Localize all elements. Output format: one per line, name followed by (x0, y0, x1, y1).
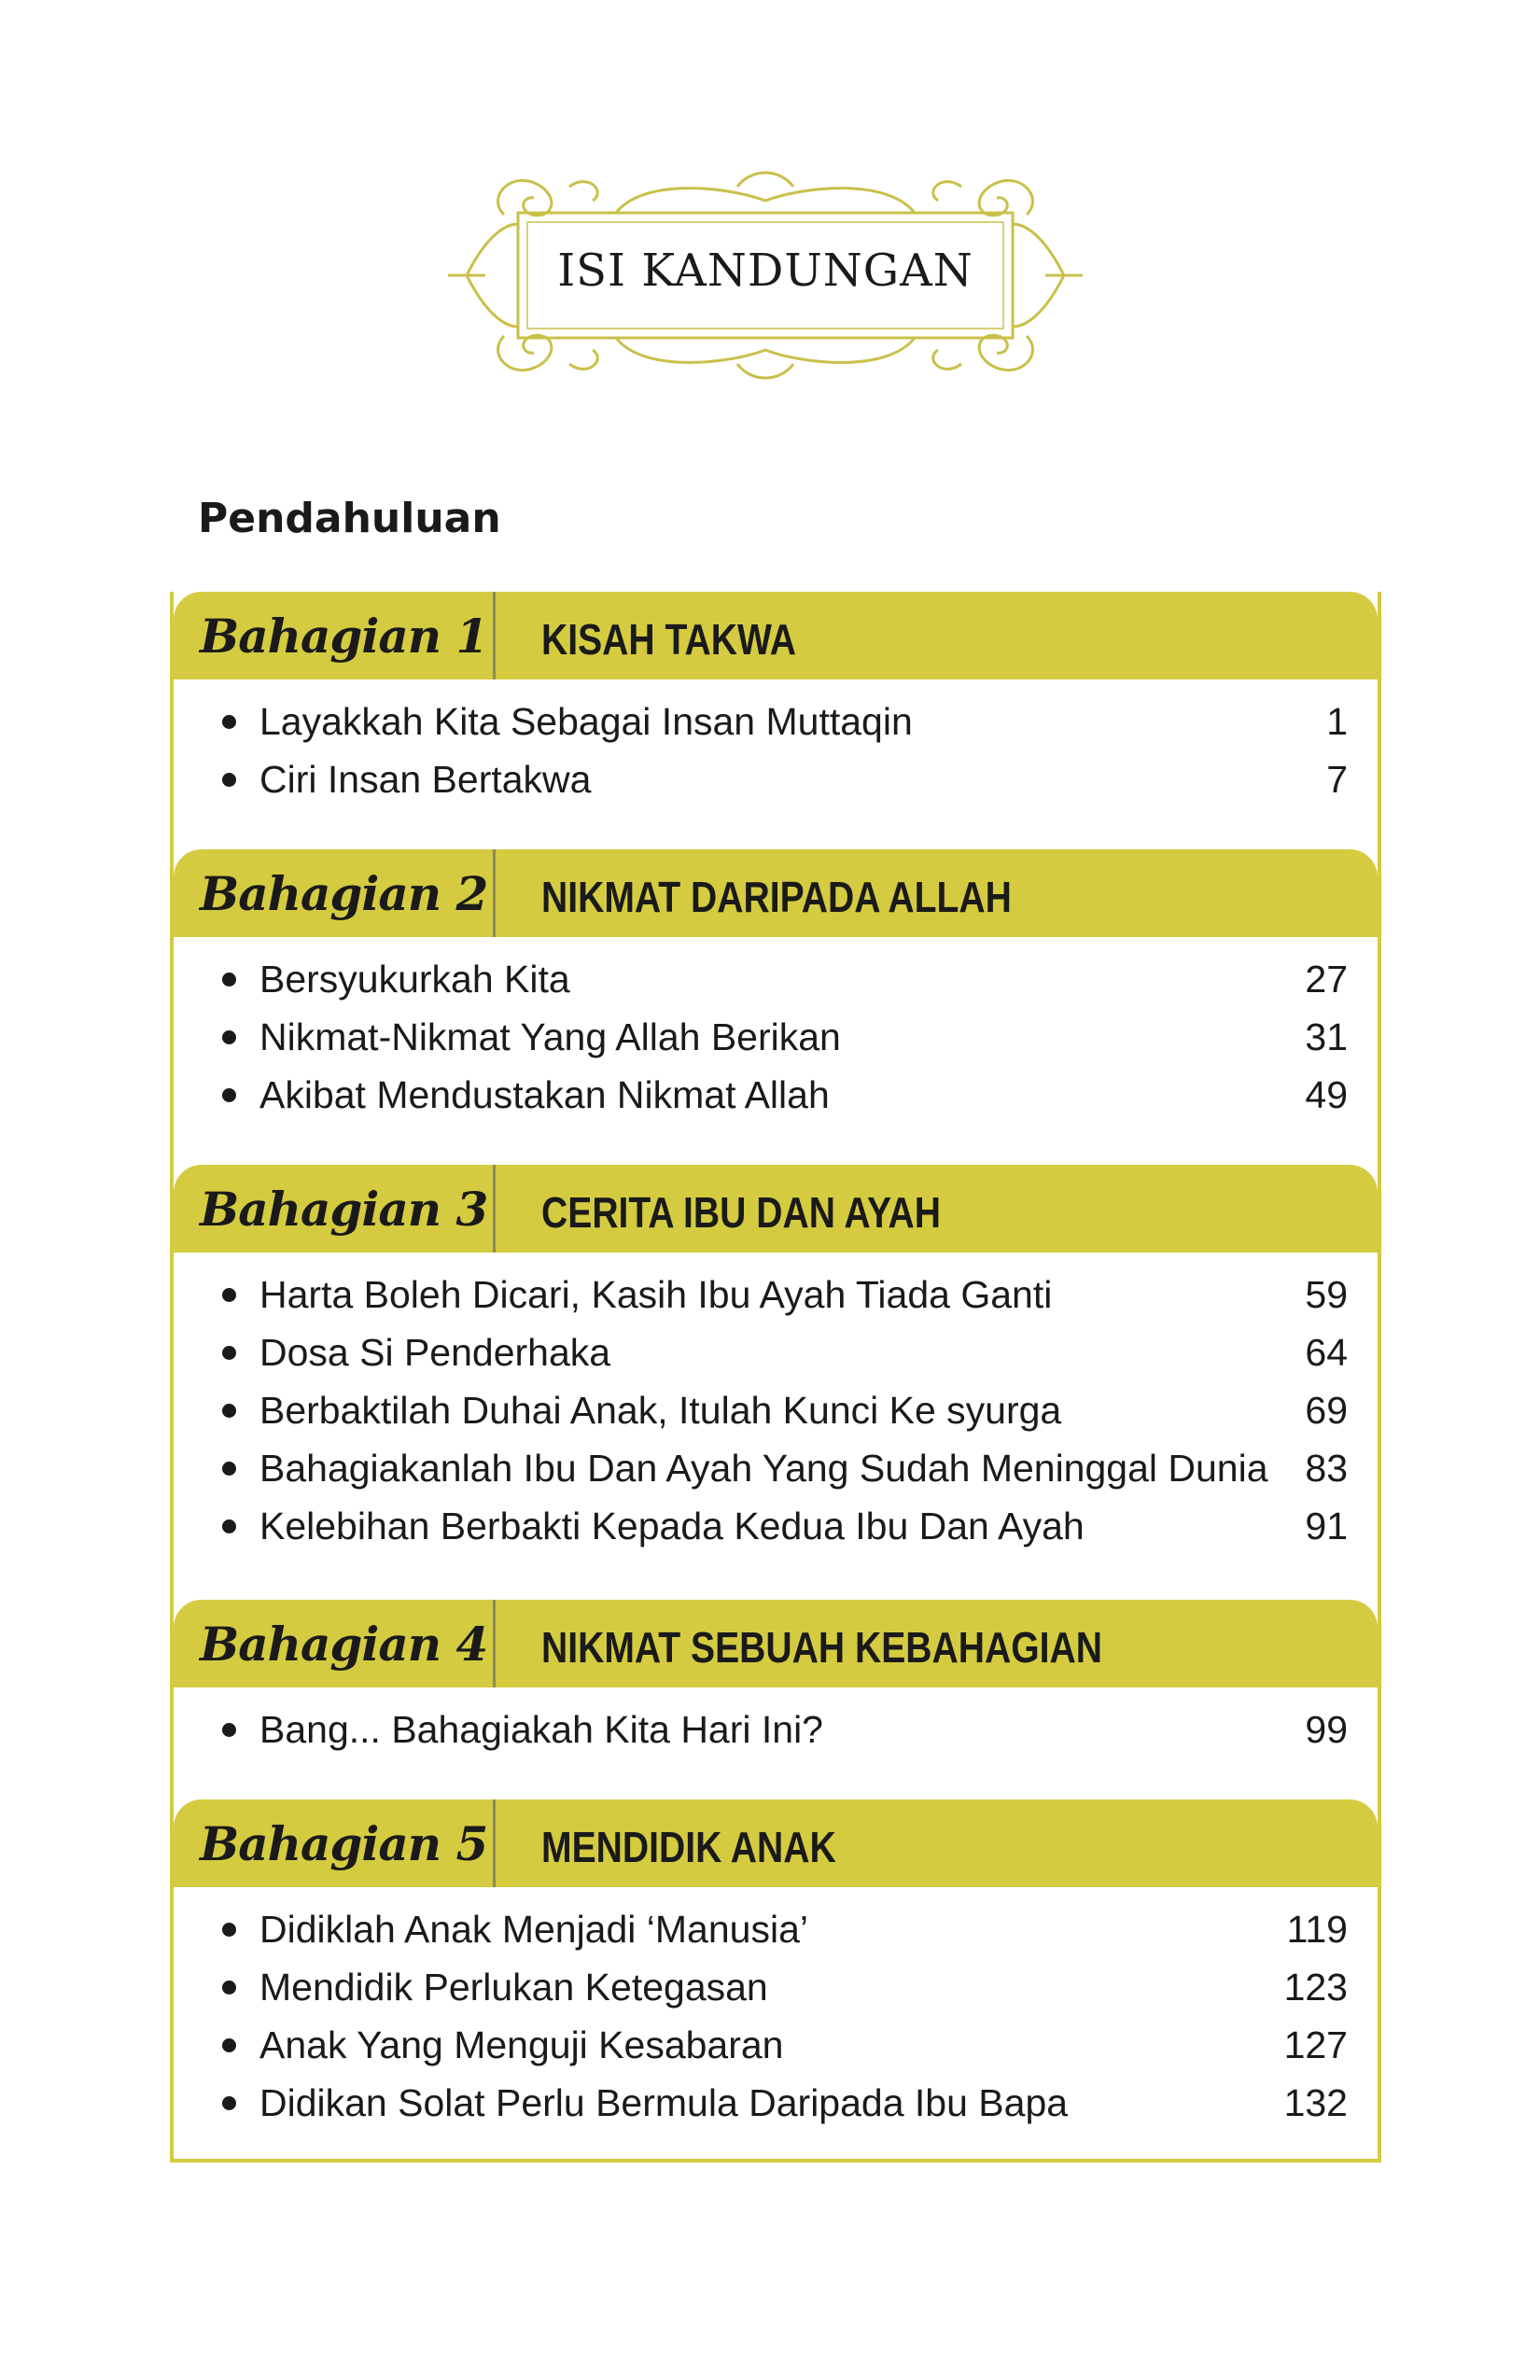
section-title: NIKMAT SEBUAH KEBAHAGIAN (541, 1623, 1102, 1672)
intro-heading: Pendahuluan (198, 495, 501, 542)
entry-page: 83 (1305, 1447, 1348, 1490)
bullet-icon (222, 773, 236, 787)
toc-entry[interactable] (174, 1323, 1378, 1381)
toc-entry[interactable] (174, 2016, 1378, 2074)
entry-page: 69 (1305, 1389, 1348, 1432)
section-header (174, 1600, 1378, 1687)
entry-page: 132 (1283, 2081, 1348, 2124)
toc-entry[interactable] (174, 1266, 1378, 1323)
entry-list (174, 1253, 1378, 1555)
section-header (174, 1165, 1378, 1253)
entry-page: 31 (1305, 1015, 1348, 1058)
entry-title: Nikmat-Nikmat Yang Allah Berikan (259, 1015, 841, 1058)
entry-page: 7 (1326, 758, 1348, 801)
entry-list (174, 1887, 1378, 2132)
entry-title: Harta Boleh Dicari, Kasih Ibu Ayah Tiada Ganti (259, 1273, 1053, 1316)
section-header (174, 592, 1378, 679)
bullet-icon (222, 1088, 236, 1102)
section-title: NIKMAT DARIPADA ALLAH (541, 873, 1012, 921)
entry-title: Ciri Insan Bertakwa (259, 758, 592, 801)
header-divider (493, 1600, 496, 1687)
section-title: CERITA IBU DAN AYAH (541, 1188, 941, 1237)
entry-list (174, 679, 1378, 808)
section-title: MENDIDIK ANAK (541, 1823, 836, 1871)
entry-page: 127 (1283, 2023, 1348, 2066)
section-title: KISAH TAKWA (541, 615, 796, 664)
entry-page: 27 (1305, 958, 1348, 1001)
section-2 (174, 849, 1378, 1124)
entry-page: 123 (1283, 1966, 1348, 2009)
entry-title: Bahagiakanlah Ibu Dan Ayah Yang Sudah Meninggal Dunia (259, 1447, 1268, 1490)
toc-entry[interactable] (174, 1008, 1378, 1066)
toc-entry[interactable] (174, 1701, 1378, 1758)
entry-page: 91 (1305, 1505, 1348, 1547)
toc-entry[interactable] (174, 1497, 1378, 1555)
header-divider (493, 1165, 496, 1253)
bullet-icon (222, 1519, 236, 1533)
section-label: Bahagian 4 (200, 1617, 488, 1672)
bullet-icon (222, 1462, 236, 1476)
toc-entry[interactable] (174, 2074, 1378, 2132)
entry-page: 119 (1286, 1908, 1348, 1951)
toc-entry[interactable] (174, 1439, 1378, 1497)
section-label: Bahagian 2 (200, 866, 488, 921)
toc-entry[interactable] (174, 1381, 1378, 1439)
section-1 (174, 592, 1378, 808)
entry-title: Anak Yang Menguji Kesabaran (259, 2023, 784, 2066)
section-label: Bahagian 1 (200, 609, 488, 664)
toc-entry[interactable] (174, 750, 1378, 808)
bullet-icon (222, 1030, 236, 1044)
toc-entry[interactable] (174, 1958, 1378, 2016)
header-divider (493, 592, 496, 679)
section-label: Bahagian 5 (200, 1816, 488, 1871)
section-3 (174, 1165, 1378, 1555)
section-header (174, 849, 1378, 937)
page-title: ISI KANDUNGAN (557, 245, 973, 297)
header-divider (493, 849, 496, 937)
entry-title: Didiklah Anak Menjadi ‘Manusia’ (259, 1908, 808, 1951)
entry-title: Akibat Mendustakan Nikmat Allah (259, 1073, 830, 1116)
toc-entry[interactable] (174, 1900, 1378, 1958)
entry-title: Layakkah Kita Sebagai Insan Muttaqin (259, 700, 913, 743)
entry-list (174, 937, 1378, 1124)
header-divider (493, 1799, 496, 1887)
toc-entry[interactable] (174, 950, 1378, 1008)
entry-title: Mendidik Perlukan Ketegasan (259, 1966, 768, 2009)
bullet-icon (222, 1404, 236, 1418)
entry-title: Bang... Bahagiakah Kita Hari Ini? (259, 1708, 823, 1751)
entry-title: Kelebihan Berbakti Kepada Kedua Ibu Dan Ayah (259, 1505, 1085, 1547)
bullet-icon (222, 2038, 236, 2052)
entry-title: Bersyukurkah Kita (259, 958, 570, 1001)
bullet-icon (222, 1288, 236, 1302)
entry-page: 1 (1326, 700, 1348, 743)
bullet-icon (222, 973, 236, 987)
bullet-icon (222, 1346, 236, 1360)
entry-page: 99 (1305, 1708, 1348, 1751)
bullet-icon (222, 2096, 236, 2110)
title-ornament (429, 149, 1101, 401)
table-of-contents (170, 592, 1381, 2163)
toc-entry[interactable] (174, 1066, 1378, 1124)
toc-entry[interactable] (174, 693, 1378, 750)
bullet-icon (222, 1981, 236, 1995)
entry-page: 64 (1305, 1331, 1348, 1374)
bullet-icon (222, 715, 236, 729)
entry-title: Dosa Si Penderhaka (259, 1331, 611, 1374)
entry-title: Berbaktilah Duhai Anak, Itulah Kunci Ke syurga (259, 1389, 1062, 1432)
section-5 (174, 1799, 1378, 2132)
entry-list (174, 1687, 1378, 1758)
bullet-icon (222, 1723, 236, 1737)
section-4 (174, 1600, 1378, 1758)
entry-page: 49 (1305, 1073, 1348, 1116)
entry-title: Didikan Solat Perlu Bermula Daripada Ibu Bapa (259, 2081, 1069, 2124)
entry-page: 59 (1305, 1273, 1348, 1316)
section-header (174, 1799, 1378, 1887)
section-label: Bahagian 3 (200, 1182, 488, 1237)
bullet-icon (222, 1923, 236, 1937)
